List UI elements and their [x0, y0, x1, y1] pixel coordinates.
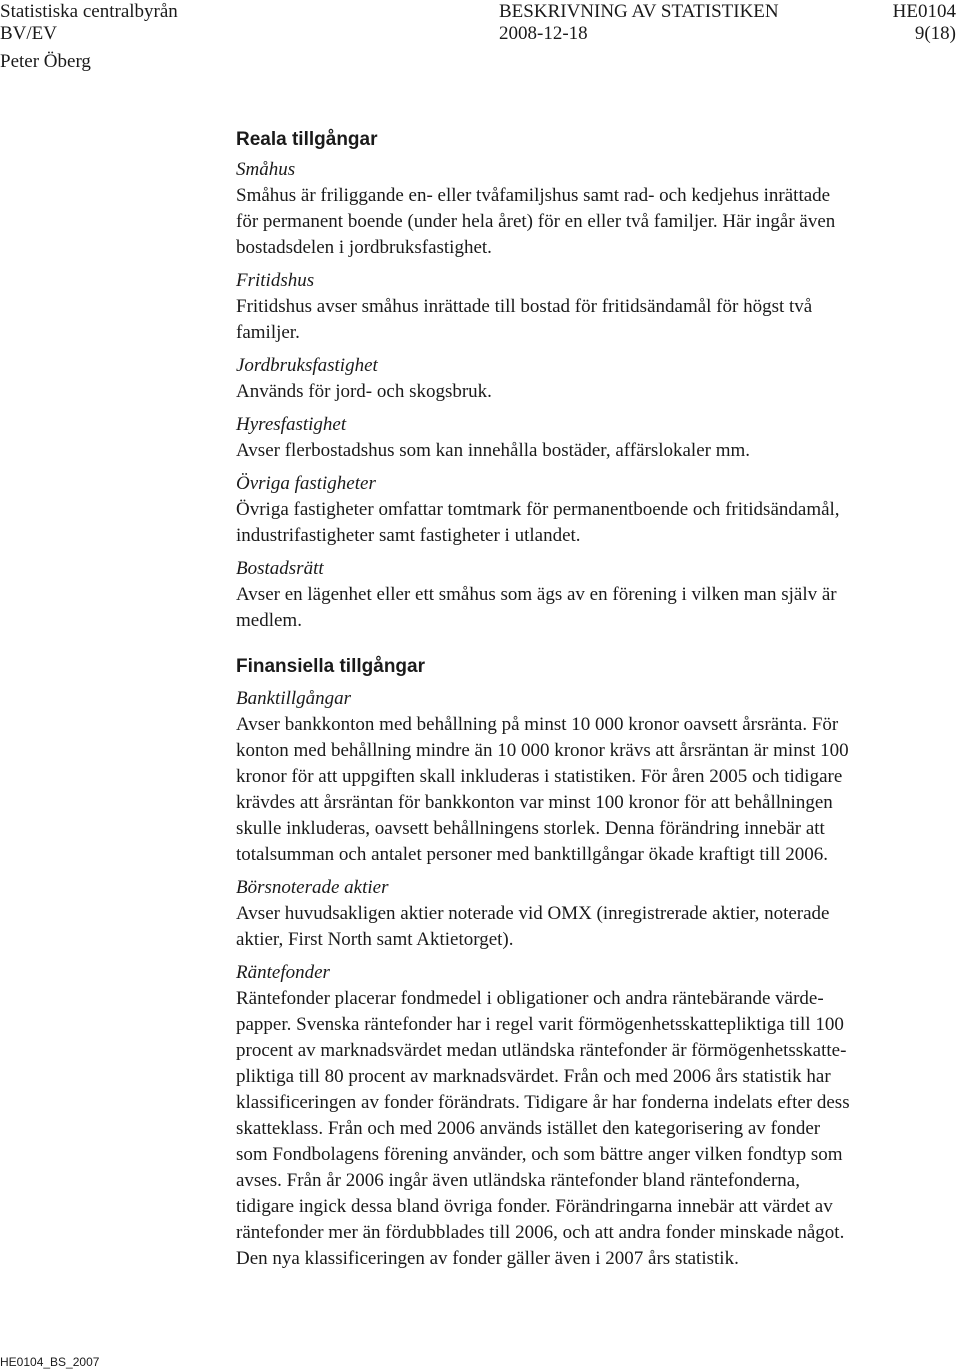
- definition-term: Småhus: [236, 159, 296, 180]
- document-date: 2008-12-18: [499, 23, 588, 44]
- definition-block: [236, 686, 948, 868]
- definition-term: Banktillgångar: [236, 688, 352, 709]
- definition-text-line: familjer.: [236, 322, 300, 343]
- definition-text-line: papper. Svenska räntefonder har i regel varit förmögenhetsskattepliktiga till 100: [236, 1014, 844, 1035]
- definition-block: [236, 556, 948, 634]
- document-code: HE0104: [892, 1, 956, 22]
- definition-text-line: konton med behållning mindre än 10 000 kronor krävs att årsräntan är minst 100: [236, 740, 849, 761]
- definition-text-line: Används för jord- och skogsbruk.: [236, 381, 492, 402]
- definition-term: Jordbruksfastighet: [236, 355, 378, 376]
- definition-text-line: klassificeringen av fonder förändrats. Tidigare år har fonderna indelats efter dess: [236, 1092, 850, 1113]
- definition-text-line: medlem.: [236, 610, 302, 631]
- section-spacer: [236, 641, 948, 654]
- definition-term: Börsnoterade aktier: [236, 877, 389, 898]
- definition-text-line: procent av marknadsvärdet medan utländska räntefonder är förmögenhetsskatte-: [236, 1040, 847, 1061]
- definition-text-line: Avser huvudsakligen aktier noterade vid OMX (inregistrerade aktier, noterade: [236, 903, 830, 924]
- page-number: 9(18): [914, 23, 956, 44]
- definition-text-line: Avser en lägenhet eller ett småhus som ägs av en förening i vilken man själv är: [236, 584, 837, 605]
- definition-text-line: Avser flerbostadshus som kan innehålla bostäder, affärslokaler mm.: [236, 440, 751, 461]
- definition-text-line: bostadsdelen i jordbruksfastighet.: [236, 237, 492, 258]
- definition-text-line: totalsumman och antalet personer med banktillgångar ökade kraftigt till 2006.: [236, 844, 828, 865]
- definition-text-line: Övriga fastigheter omfattar tomtmark för permanentboende och fritidsändamål,: [236, 499, 840, 520]
- definition-block: [236, 157, 948, 261]
- definition-term: Räntefonder: [236, 962, 330, 983]
- definition-text-line: Avser bankkonton med behållning på minst 10 000 kronor oavsett årsränta. För: [236, 714, 839, 735]
- definition-text-line: krävdes att årsräntan för bankkonton var minst 100 kronor för att behållningen: [236, 792, 833, 813]
- definition-text-line: Den nya klassificeringen av fonder gäller även i 2007 års statistik.: [236, 1248, 739, 1269]
- section-heading: Finansiella tillgångar: [236, 656, 425, 677]
- document-type: BESKRIVNING AV STATISTIKEN: [499, 1, 779, 22]
- definition-term: Fritidshus: [236, 270, 315, 291]
- footer-doc-id: HE0104_BS_2007: [0, 1355, 100, 1369]
- author: Peter Öberg: [0, 51, 91, 72]
- definition-text-line: räntefonder mer än fördubblades till 2006, och att andra fonder minskade något.: [236, 1222, 845, 1243]
- definition-block: [236, 471, 948, 549]
- definition-text-line: avses. Från år 2006 ingår även utländska räntefonder bland räntefonderna,: [236, 1170, 800, 1191]
- definition-term: Hyresfastighet: [236, 414, 347, 435]
- definition-block: [236, 412, 948, 464]
- definition-text-line: skatteklass. Från och med 2006 används istället den kategorisering av fonder: [236, 1118, 821, 1139]
- definition-text-line: Småhus är friliggande en- eller tvåfamiljshus samt rad- och kedjehus inrättade: [236, 185, 831, 206]
- definition-text-line: tidigare ingick dessa bland övriga fonder. Förändringarna innebär att värdet av: [236, 1196, 833, 1217]
- department: BV/EV: [0, 23, 57, 44]
- definition-text-line: kronor för att uppgiften skall inkluderas i statistiken. För åren 2005 och tidigare: [236, 766, 843, 787]
- definition-block: [236, 353, 948, 405]
- definition-block: [236, 960, 948, 1272]
- definition-text-line: Fritidshus avser småhus inrättade till bostad för fritidsändamål för högst två: [236, 296, 813, 317]
- definition-text-line: pliktiga till 80 procent av marknadsvärdet. Från och med 2006 års statistik har: [236, 1066, 831, 1087]
- definition-term: Bostadsrätt: [236, 558, 324, 579]
- document-body: [236, 127, 948, 1279]
- definition-term: Övriga fastigheter: [236, 473, 376, 494]
- definition-text-line: som Fondbolagens förening använder, och som bättre anger vilken fondtyp som: [236, 1144, 843, 1165]
- definition-block: [236, 875, 948, 953]
- definition-text-line: för permanent boende (under hela året) för en eller två familjer. Här ingår även: [236, 211, 836, 232]
- definition-text-line: aktier, First North samt Aktietorget).: [236, 929, 514, 950]
- definition-text-line: Räntefonder placerar fondmedel i obligationer och andra räntebärande värde-: [236, 988, 824, 1009]
- definition-block: [236, 268, 948, 346]
- definition-text-line: skulle inkluderas, oavsett behållningens storlek. Denna förändring innebär att: [236, 818, 825, 839]
- section-heading: Reala tillgångar: [236, 129, 378, 150]
- definition-text-line: industrifastigheter samt fastigheter i utlandet.: [236, 525, 581, 546]
- organization-name: Statistiska centralbyrån: [0, 1, 178, 22]
